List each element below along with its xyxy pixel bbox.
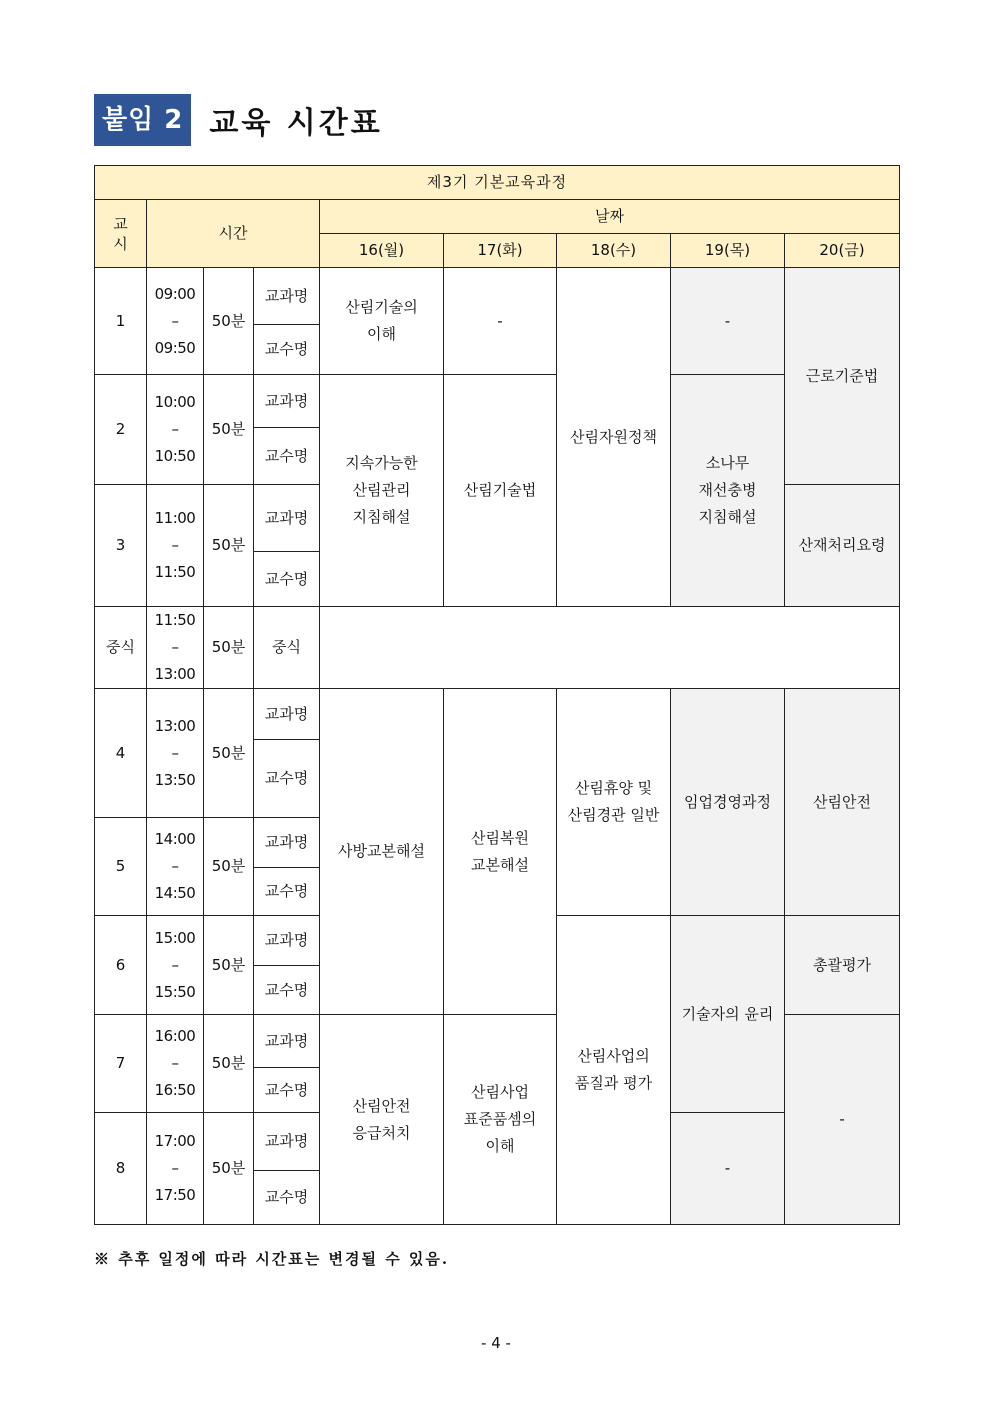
time-header: 시간 bbox=[147, 200, 320, 268]
cell-mon-7-8: 산림안전 응급처치 bbox=[320, 1015, 444, 1225]
cell-wed-1-3: 산림자원정책 bbox=[557, 268, 671, 607]
period-number: 7 bbox=[95, 1015, 147, 1113]
period-number: 8 bbox=[95, 1113, 147, 1225]
cell-thu-2-3: 소나무 재선충병 지침해설 bbox=[671, 375, 785, 607]
instructor-label: 교수명 bbox=[254, 428, 320, 485]
subject-label: 교과명 bbox=[254, 1015, 320, 1068]
cell-fri-3: 산재처리요령 bbox=[785, 485, 900, 607]
cell-thu-1: - bbox=[671, 268, 785, 375]
period-duration: 50분 bbox=[204, 689, 254, 818]
lunch-blank bbox=[320, 607, 900, 689]
period-time: 15:00 – 15:50 bbox=[147, 916, 204, 1015]
period-time: 09:00 – 09:50 bbox=[147, 268, 204, 375]
cell-mon-1: 산림기술의 이해 bbox=[320, 268, 444, 375]
page-number: - 4 - bbox=[481, 1334, 511, 1352]
cell-mon-4-6: 사방교본해설 bbox=[320, 689, 444, 1015]
period-duration: 50분 bbox=[204, 916, 254, 1015]
period-number: 4 bbox=[95, 689, 147, 818]
cell-fri-4-5: 산림안전 bbox=[785, 689, 900, 916]
period-duration: 50분 bbox=[204, 1113, 254, 1225]
period-time: 13:00 – 13:50 bbox=[147, 689, 204, 818]
subject-label: 교과명 bbox=[254, 1113, 320, 1171]
instructor-label: 교수명 bbox=[254, 552, 320, 607]
cell-tue-1: - bbox=[444, 268, 557, 375]
lunch-label: 중식 bbox=[95, 607, 147, 689]
cell-tue-7-8: 산림사업 표준품셈의 이해 bbox=[444, 1015, 557, 1225]
cell-wed-4-5: 산림휴양 및 산림경관 일반 bbox=[557, 689, 671, 916]
cell-tue-2-3: 산림기술법 bbox=[444, 375, 557, 607]
subject-label: 교과명 bbox=[254, 375, 320, 428]
period-duration: 50분 bbox=[204, 1015, 254, 1113]
period-duration: 50분 bbox=[204, 268, 254, 375]
period-header: 교 시 bbox=[95, 200, 147, 268]
instructor-label: 교수명 bbox=[254, 1068, 320, 1113]
period-time: 11:00 – 11:50 bbox=[147, 485, 204, 607]
period-number: 3 bbox=[95, 485, 147, 607]
instructor-label: 교수명 bbox=[254, 325, 320, 375]
cell-fri-7-8: - bbox=[785, 1015, 900, 1225]
page-heading bbox=[94, 94, 383, 146]
cell-fri-6: 총괄평가 bbox=[785, 916, 900, 1015]
day-header-fri: 20(금) bbox=[785, 234, 900, 268]
schedule-note: ※ 추후 일정에 따라 시간표는 변경될 수 있음. bbox=[94, 1250, 450, 1268]
subject-label: 교과명 bbox=[254, 485, 320, 552]
day-header-tue: 17(화) bbox=[444, 234, 557, 268]
page-title: 교육 시간표 bbox=[209, 106, 383, 141]
period-duration: 50분 bbox=[204, 375, 254, 485]
period-number: 2 bbox=[95, 375, 147, 485]
instructor-label: 교수명 bbox=[254, 868, 320, 916]
subject-label: 교과명 bbox=[254, 268, 320, 325]
cell-thu-6-7: 기술자의 윤리 bbox=[671, 916, 785, 1113]
day-header-thu: 19(목) bbox=[671, 234, 785, 268]
cell-wed-6-8: 산림사업의 품질과 평가 bbox=[557, 916, 671, 1225]
lunch-time: 11:50 – 13:00 bbox=[147, 607, 204, 689]
cell-mon-2-3: 지속가능한 산림관리 지침해설 bbox=[320, 375, 444, 607]
subject-label: 교과명 bbox=[254, 689, 320, 740]
timetable bbox=[94, 165, 900, 1225]
period-time: 14:00 – 14:50 bbox=[147, 818, 204, 916]
course-title: 제3기 기본교육과정 bbox=[95, 166, 900, 200]
period-number: 1 bbox=[95, 268, 147, 375]
cell-thu-4-5: 임업경영과정 bbox=[671, 689, 785, 916]
instructor-label: 교수명 bbox=[254, 740, 320, 818]
date-header: 날짜 bbox=[320, 200, 900, 234]
period-time: 10:00 – 10:50 bbox=[147, 375, 204, 485]
day-header-wed: 18(수) bbox=[557, 234, 671, 268]
period-time: 17:00 – 17:50 bbox=[147, 1113, 204, 1225]
cell-tue-4-6: 산림복원 교본해설 bbox=[444, 689, 557, 1015]
period-time: 16:00 – 16:50 bbox=[147, 1015, 204, 1113]
period-duration: 50분 bbox=[204, 485, 254, 607]
subject-label: 교과명 bbox=[254, 916, 320, 966]
subject-label: 교과명 bbox=[254, 818, 320, 868]
instructor-label: 교수명 bbox=[254, 1171, 320, 1225]
period-duration: 50분 bbox=[204, 818, 254, 916]
lunch-duration: 50분 bbox=[204, 607, 254, 689]
period-number: 5 bbox=[95, 818, 147, 916]
lunch-subject: 중식 bbox=[254, 607, 320, 689]
cell-fri-1-2: 근로기준법 bbox=[785, 268, 900, 485]
instructor-label: 교수명 bbox=[254, 966, 320, 1015]
day-header-mon: 16(월) bbox=[320, 234, 444, 268]
cell-thu-8: - bbox=[671, 1113, 785, 1225]
period-number: 6 bbox=[95, 916, 147, 1015]
attachment-badge: 붙임 2 bbox=[94, 94, 191, 146]
